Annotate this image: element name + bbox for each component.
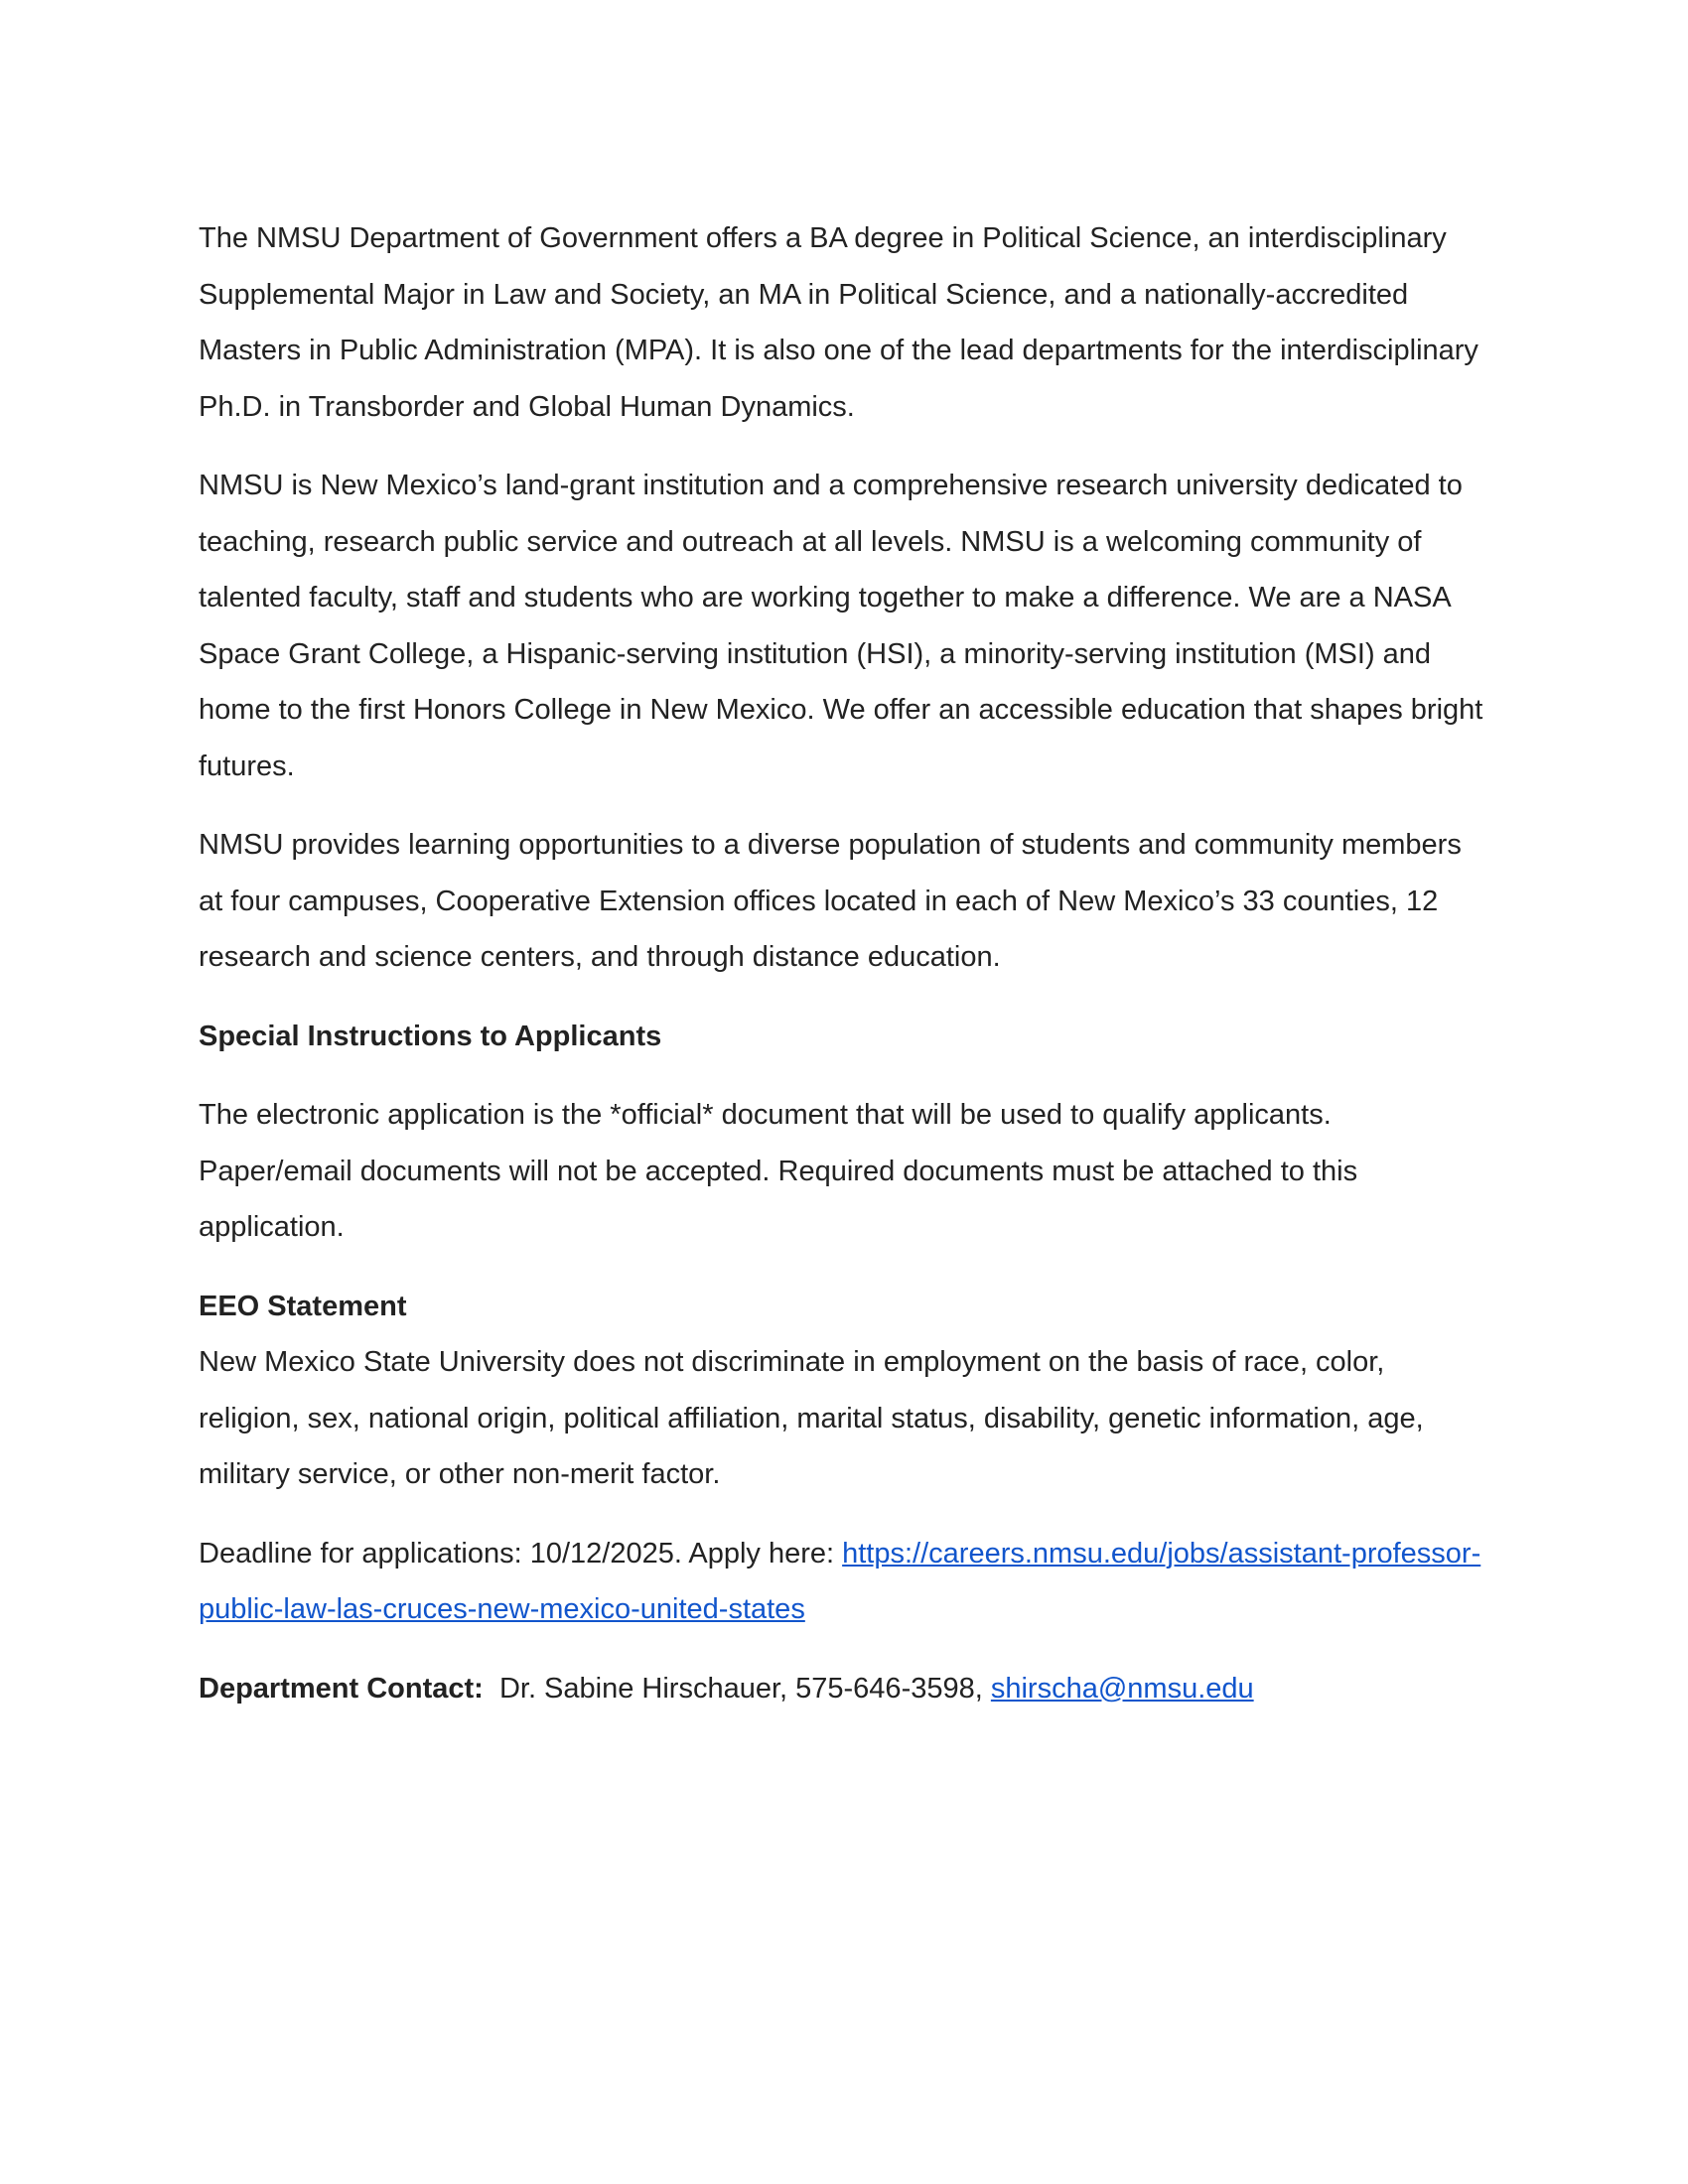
paragraph-nmsu-about: NMSU is New Mexico’s land-grant institution and a comprehensive research university dedicated to teaching, research public service and outreach at all levels. NMSU is a welcoming community of talented faculty, staff and students who are working together to make a difference. We are a NASA Space Grant College, a Hispanic-serving institution (HSI), a minority-serving institution (MSI) and home to the first Honors College in New Mexico. We offer an accessible education that shapes bright futures.	[199, 470, 1483, 782]
special-instructions-heading: Special Instructions to Applicants	[199, 1020, 662, 1052]
apply-link[interactable]: https://careers.nmsu.edu/jobs/assistant-professor-public-law-las-cruces-new-mexico-united-states	[199, 1537, 1481, 1625]
department-contact	[199, 1661, 1489, 1717]
eeo-heading: EEO Statement	[199, 1290, 407, 1322]
paragraph-department-programs: The NMSU Department of Government offers a BA degree in Political Science, an interdisciplinary Supplemental Major in Law and Society, an MA in Political Science, and a nationally-accredited Masters in Public Administration (MPA). It is also one of the lead departments for the interdisciplinary Ph.D. in Transborder and Global Human Dynamics.	[199, 222, 1478, 423]
contact-email-link[interactable]: shirscha@nmsu.edu	[990, 1672, 1254, 1705]
document-page	[199, 210, 1489, 1739]
deadline-paragraph	[199, 1526, 1489, 1638]
deadline-text: Deadline for applications: 10/12/2025. Apply here:	[199, 1537, 843, 1570]
paragraph-nmsu-learning: NMSU provides learning opportunities to a diverse population of students and community members at four campuses, Cooperative Extension offices located in each of New Mexico’s 33 counties, 12 research and science centers, and through distance education.	[199, 829, 1462, 973]
contact-details: Dr. Sabine Hirschauer, 575-646-3598,	[498, 1672, 991, 1705]
eeo-text: New Mexico State University does not discriminate in employment on the basis of race, color, religion, sex, national origin, political affiliation, marital status, disability, genetic information, age, military service, or other non-merit factor.	[199, 1346, 1424, 1490]
contact-label: Department Contact:	[199, 1672, 484, 1705]
special-instructions-text: The electronic application is the *official* document that will be used to qualify applicants. Paper/email documents will not be accepted. Required documents must be attached to this application.	[199, 1099, 1358, 1243]
